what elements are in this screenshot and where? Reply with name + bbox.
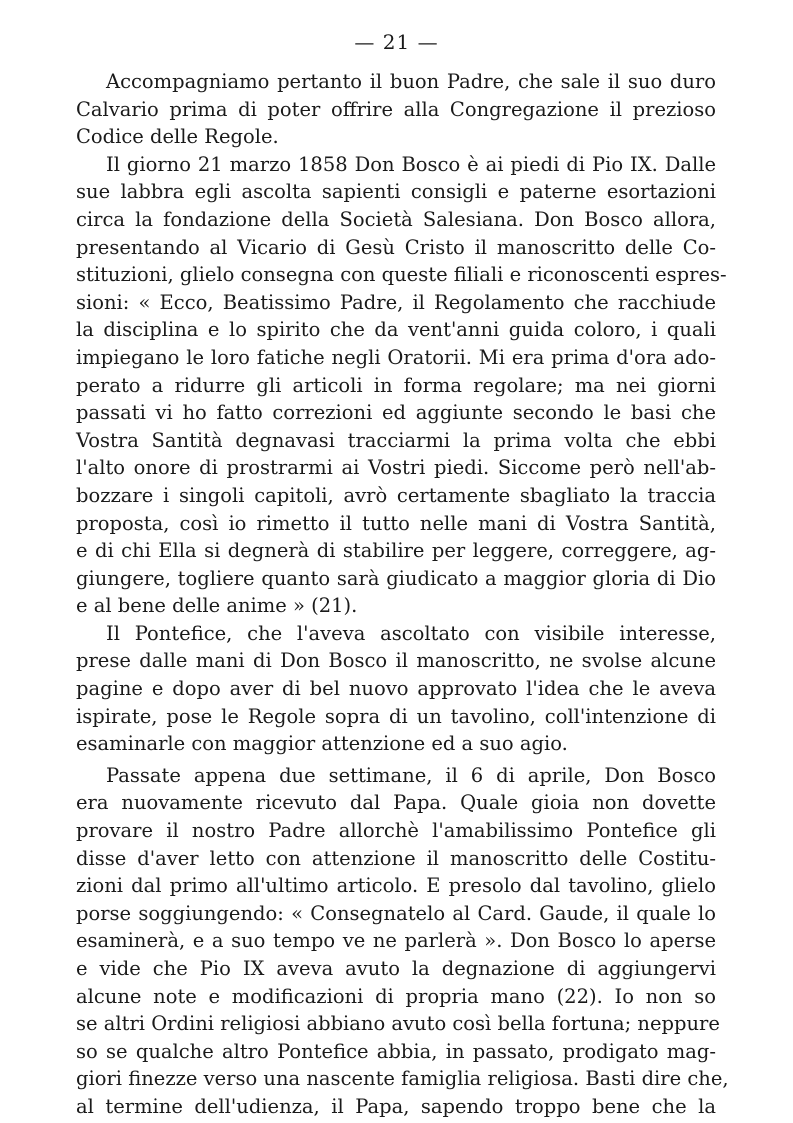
text-line: Passate appena due settimane, il 6 di aprile, Don Bosco — [106, 763, 716, 787]
text-line: so se qualche altro Pontefice abbia, in passato, prodigato mag- — [76, 1039, 716, 1063]
paragraph — [76, 620, 716, 758]
paragraph — [76, 151, 727, 620]
text-line: Accompagniamo pertanto il buon Padre, che sale il suo duro — [106, 70, 716, 93]
text-line: giungere, togliere quanto sarà giudicato a maggior gloria di Dio — [76, 566, 716, 590]
body-text — [76, 68, 729, 1121]
text-line: Il Pontefice, che l'aveva ascoltato con visibile interesse, — [106, 621, 716, 645]
text-line: Il giorno 21 marzo 1858 Don Bosco è ai piedi di Pio IX. Dalle — [106, 152, 716, 176]
text-line: sioni: « Ecco, Beatissimo Padre, il Regolamento che racchiude — [76, 290, 716, 314]
text-line: sue labbra egli ascolta sapienti consigli e paterne esortazioni — [76, 180, 716, 204]
text-line: se altri Ordini religiosi abbiano avuto così bella fortuna; neppure — [76, 1012, 720, 1036]
text-line: e al bene delle anime » (21). — [76, 594, 358, 618]
page-number: — 21 — — [354, 30, 439, 54]
text-line: bozzare i singoli capitoli, avrò certamente sbagliato la traccia — [76, 483, 716, 507]
text-line: passati vi ho fatto correzioni ed aggiunte secondo le basi che — [76, 401, 716, 425]
paragraph — [76, 68, 716, 151]
text-line: zioni dal primo all'ultimo articolo. E presolo dal tavolino, glielo — [76, 874, 716, 898]
text-line: prese dalle mani di Don Bosco il manoscritto, ne svolse alcune — [76, 649, 716, 673]
text-line: esaminarle con maggior attenzione ed a suo agio. — [76, 732, 568, 756]
text-line: la disciplina e lo spirito che da vent'anni guida coloro, i quali — [76, 318, 716, 342]
text-line: stituzioni, glielo consegna con queste filiali e riconoscenti espres- — [76, 263, 727, 287]
paragraph — [76, 762, 729, 1121]
text-line: l'alto onore di prostrarmi ai Vostri piedi. Siccome però nell'ab- — [76, 456, 716, 480]
text-line: disse d'aver letto con attenzione il manoscritto delle Costitu- — [76, 846, 716, 870]
text-line: esaminerà, e a suo tempo ve ne parlerà ». Don Bosco lo aperse — [76, 929, 716, 953]
text-line: porse soggiungendo: « Consegnatelo al Card. Gaude, il quale lo — [76, 901, 716, 925]
text-line: impiegano le loro fatiche negli Oratorii. Mi era prima d'ora ado- — [76, 345, 716, 369]
text-line: proposta, così io rimetto il tutto nelle mani di Vostra Santità, — [76, 511, 716, 535]
text-line: ispirate, pose le Regole sopra di un tavolino, coll'intenzione di — [76, 704, 716, 728]
text-line: perato a ridurre gli articoli in forma regolare; ma nei giorni — [76, 373, 716, 397]
text-line: giori finezze verso una nascente famiglia religiosa. Basti dire che, — [76, 1067, 729, 1091]
text-line: era nuovamente ricevuto dal Papa. Quale gioia non dovette — [76, 791, 716, 815]
text-line: provare il nostro Padre allorchè l'amabilissimo Pontefice gli — [76, 819, 716, 843]
text-line: e vide che Pio IX aveva avuto la degnazione di aggiungervi — [76, 957, 716, 980]
text-line: e di chi Ella si degnerà di stabilire per leggere, correggere, ag- — [76, 539, 716, 563]
text-line: Codice delle Regole. — [76, 125, 279, 149]
text-line: circa la fondazione della Società Salesiana. Don Bosco allora, — [76, 207, 716, 231]
text-line: Calvario prima di poter offrire alla Congregazione il prezioso — [76, 97, 716, 121]
text-line: presentando al Vicario di Gesù Cristo il manoscritto delle Co- — [76, 235, 716, 259]
text-line: Vostra Santità degnavasi tracciarmi la prima volta che ebbi — [76, 428, 716, 452]
text-line: al termine dell'udienza, il Papa, sapendo troppo bene che la — [76, 1094, 716, 1118]
text-line: pagine e dopo aver di bel nuovo approvato l'idea che le aveva — [76, 677, 716, 701]
text-line: alcune note e modificazioni di propria mano (22). Io non so — [76, 984, 716, 1008]
